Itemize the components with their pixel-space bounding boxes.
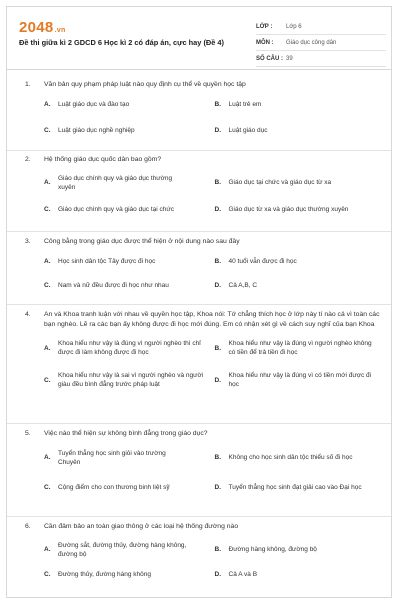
option-a[interactable]: A. Khoa hiểu như vậy là đúng vì người nghèo thì chỉ được đi làm không được đi học [44,340,201,356]
exam-page [6,6,392,598]
question-6: 6. Cần đảm bảo an toàn giao thông ở các loại hệ thống đường nào A. Đường sắt, đường thủy, đường hàng không, đường bộ B. Đường hàng không, đường bộ C. Đường thủy, đường hàng không D. Cả A và B [25,522,385,584]
question-text: An và Khoa tranh luận với nhau về quyền học tập, Khoa nói: Tớ chẳng thích học ở lớp này tí nào cả vì toàn các bạn nghèo. Lẽ ra các bạn ấy không được đi học mới đúng. Em có nhận xét gì về cách suy nghĩ của bạn Khoa [44,311,380,328]
option-a[interactable]: A. Đường sắt, đường thủy, đường hàng không, đường bộ [44,541,187,558]
option-d[interactable]: D. Cả A,B, C [214,282,258,289]
question-text: Văn bản quy phạm pháp luật nào quy định cụ thể về quyền học tập [44,81,246,88]
option-b[interactable]: B. Giáo dục tại chức và giáo dục từ xa [214,179,332,186]
option-c[interactable]: C. Khoa hiểu như vậy là sai vì người nghèo và người giàu đều bình đẳng trước pháp luật [44,372,204,388]
option-d[interactable]: D. Khoa hiểu như vậy là đúng vì có tiền mới được đi học [214,372,372,388]
divider [7,150,391,151]
option-a[interactable]: A. Tuyển thẳng học sinh giỏi vào trường Chuyên [44,449,166,466]
option-b[interactable]: B. Không cho học sinh dân tộc thiểu số đi học [214,454,353,461]
option-c[interactable]: C. Cộng điểm cho con thương binh liệt sỹ [44,484,170,491]
option-c[interactable]: C. Luật giáo dục nghề nghiệp [44,127,135,134]
option-b[interactable]: B. 40 tuổi vẫn được đi học [214,258,297,265]
question-4: 4. An và Khoa tranh luận với nhau về quyền học tập, Khoa nói: Tớ chẳng thích học ở lớp này tí nào cả vì toàn các bạn nghèo. Lẽ ra các bạn ấy không được đi học mới đúng. Em có nhận xét gì về cách suy nghĩ của bạn Khoa A. Khoa hiểu như vậy là đúng vì người nghèo thì chỉ được đi làm không được đi học B. Khoa hiểu như vậy là đúng vì người nghèo không có tiền để trả tiền đi học C. Khoa hiểu như vậy là sai vì người nghèo và người giàu đều bình đẳng trước pháp luật D. Khoa hiểu như vậy là đúng vì có tiền mới được đi học [25,310,385,393]
question-1: 1. Văn bản quy phạm pháp luật nào quy định cụ thể về quyền học tập A. Luật giáo dục và đào tạo B. Luật trẻ em C. Luật giáo dục nghề nghiệp D. Luật giáo dục [25,80,385,140]
divider [7,423,391,424]
question-text: Công bằng trong giáo dục được thể hiện ở nội dung nào sau đây [44,238,240,245]
option-c[interactable]: C. Đường thủy, đường hàng không [44,571,151,578]
divider [7,516,391,517]
option-b[interactable]: B. Khoa hiểu như vậy là đúng vì người nghèo không có tiền để trả tiền đi học [214,340,372,356]
option-b[interactable]: B. Luật trẻ em [214,101,262,108]
exam-title: Đề thi giữa kì 2 GDCD 6 Học kì 2 có đáp án, cực hay (Đề 4) [19,38,224,47]
option-d[interactable]: D. Tuyển thẳng học sinh đạt giải cao vào Đại học [214,484,362,491]
meta-subject: MÔN : Giáo dục công dân [256,35,386,51]
option-d[interactable]: D. Luật giáo dục [214,127,268,134]
question-3: 3. Công bằng trong giáo dục được thể hiện ở nội dung nào sau đây A. Học sinh dân tộc Tây được đi học B. 40 tuổi vẫn được đi học C. Nam và nữ đều được đi học như nhau D. Cả A,B, C [25,237,385,295]
exam-meta [256,19,386,67]
question-text: Cần đảm bảo an toàn giao thông ở các loại hệ thống đường nào [44,523,239,530]
meta-question-count: SỐ CÂU : 39 [256,51,386,67]
question-5: 5. Việc nào thể hiện sự không bình đẳng trong giáo dục? A. Tuyển thẳng học sinh giỏi vào trường Chuyên B. Không cho học sinh dân tộc thiểu số đi học C. Cộng điểm cho con thương binh liệt sỹ D. Tuyển thẳng học sinh đạt giải cao vào Đại học [25,429,385,501]
site-logo[interactable]: 2048.vn [19,19,66,36]
option-a[interactable]: A. Luật giáo dục và đào tạo [44,101,130,108]
option-a[interactable]: A. Giáo dục chính quy và giáo dục thường xuyên [44,174,173,191]
divider [7,231,391,232]
option-d[interactable]: D. Giáo dục từ xa và giáo dục thường xuyên [214,206,349,213]
option-a[interactable]: A. Học sinh dân tộc Tây được đi học [44,258,156,265]
option-c[interactable]: C. Nam và nữ đều được đi học như nhau [44,282,169,289]
question-2: 2. Hệ thống giáo dục quốc dân bao gồm? A. Giáo dục chính quy và giáo dục thường xuyên B. Giáo dục tại chức và giáo dục từ xa C. Giáo dục chính quy và giáo dục tại chức D. Giáo dục từ xa và giáo dục thường xuyên [25,155,385,219]
option-d[interactable]: D. Cả A và B [214,571,258,578]
question-text: Hệ thống giáo dục quốc dân bao gồm? [44,156,162,163]
option-b[interactable]: B. Đường hàng không, đường bộ [214,546,317,553]
option-c[interactable]: C. Giáo dục chính quy và giáo dục tại chức [44,206,175,213]
question-text: Việc nào thể hiện sự không bình đẳng trong giáo dục? [44,430,208,437]
divider [7,304,391,305]
page-header [7,7,391,70]
meta-class: LỚP : Lớp 6 [256,19,386,35]
